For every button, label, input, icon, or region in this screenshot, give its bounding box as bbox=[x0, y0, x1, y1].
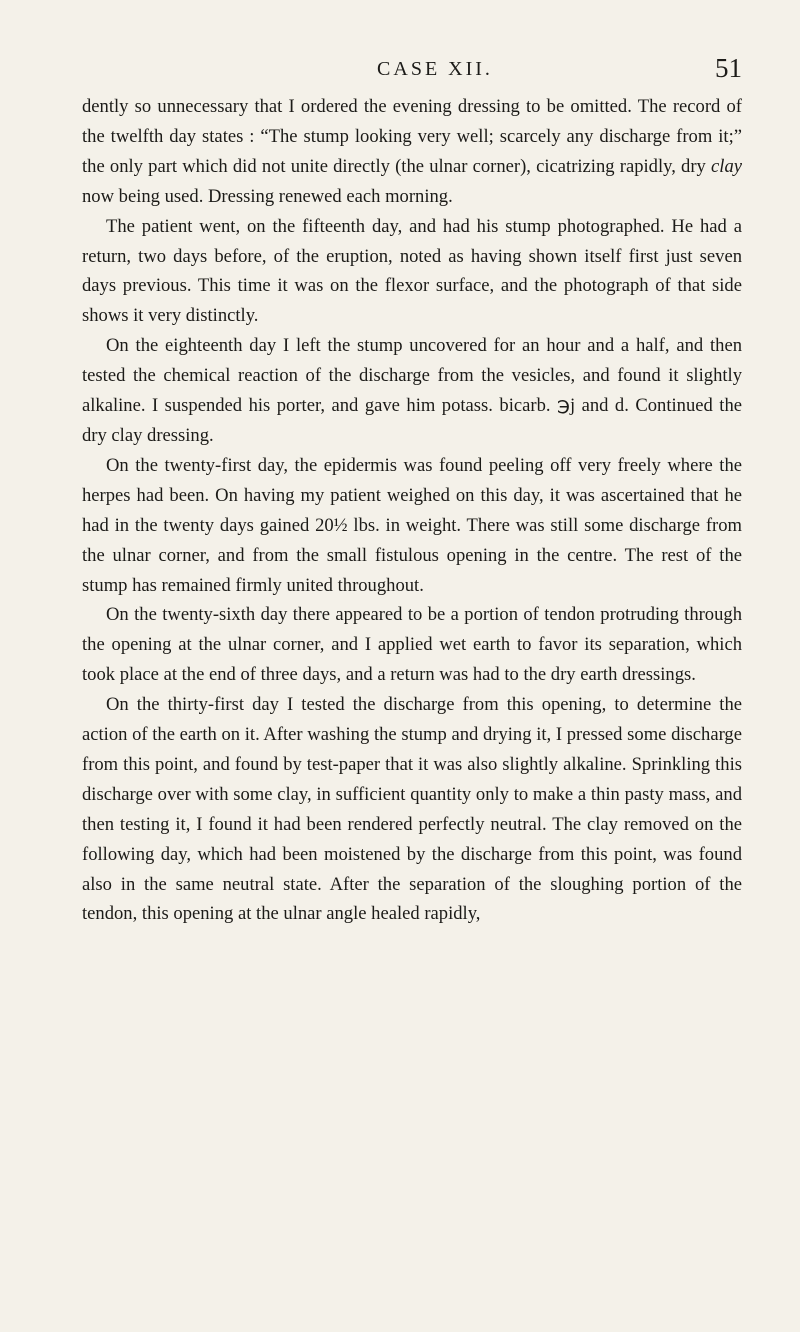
text-run: On the twenty-first day, the epidermis was found peeling off very freely where the herpes had been. On having my patient weighed on this day, it was ascertained that he had in the twenty days gained 20½ lbs. in weight. There was still some discharge from the ulnar corner, and from the small fistulous opening in the centre. The rest of the stump has remained firmly united throughout. bbox=[82, 454, 742, 596]
running-head-title: CASE XII. bbox=[377, 58, 493, 80]
paragraph bbox=[82, 331, 742, 451]
body-text bbox=[82, 92, 742, 929]
paragraph bbox=[82, 690, 742, 929]
text-run: On the eighteenth day I left the stump uncovered for an hour and a half, and then tested the chemical reaction of the discharge from the vesicles, and found it slightly alkaline. I suspended his porter, and gave him potass. bicarb. ℈j and d. Continued the dry clay dressing. bbox=[82, 335, 742, 446]
paragraph bbox=[82, 212, 742, 332]
text-run: dently so unnecessary that I ordered the evening dressing to be omitted. The record of the twelfth day states : “The stump looking very well; scarcely any discharge from it;” the only part which did not unite directly (the ulnar corner), cicatrizing rapidly, dry bbox=[82, 96, 742, 177]
running-head bbox=[82, 48, 742, 88]
page-number: 51 bbox=[715, 53, 742, 83]
text-run: On the thirty-first day I tested the discharge from this opening, to determine the action of the earth on it. After washing the stump and drying it, I pressed some discharge from this point, and found by test-paper that it was also slightly alkaline. Sprinkling this discharge over with some clay, in sufficient quantity only to make a thin pasty mass, and then testing it, I found it had been rendered perfectly neutral. The clay removed on the following day, which had been moistened by the discharge from this point, was found also in the same neutral state. After the separation of the sloughing portion of the tendon, this opening at the ulnar angle healed rapidly, bbox=[82, 694, 742, 925]
text-run: now being used. Dressing renewed each morning. bbox=[82, 185, 453, 207]
text-run: The patient went, on the fifteenth day, and had his stump photographed. He had a return, two days before, of the eruption, noted as having shown itself first just seven days previous. This time it was on the flexor surface, and the photograph of that side shows it very distinctly. bbox=[82, 215, 742, 327]
paragraph bbox=[82, 451, 742, 601]
text-run: On the twenty-sixth day there appeared to be a portion of tendon protruding through the opening at the ulnar corner, and I applied wet earth to favor its separation, which took place at the end of three days, and a return was had to the dry earth dressings. bbox=[82, 604, 742, 686]
paragraph bbox=[82, 600, 742, 690]
italic-word: clay bbox=[711, 155, 742, 177]
paragraph bbox=[82, 92, 742, 212]
